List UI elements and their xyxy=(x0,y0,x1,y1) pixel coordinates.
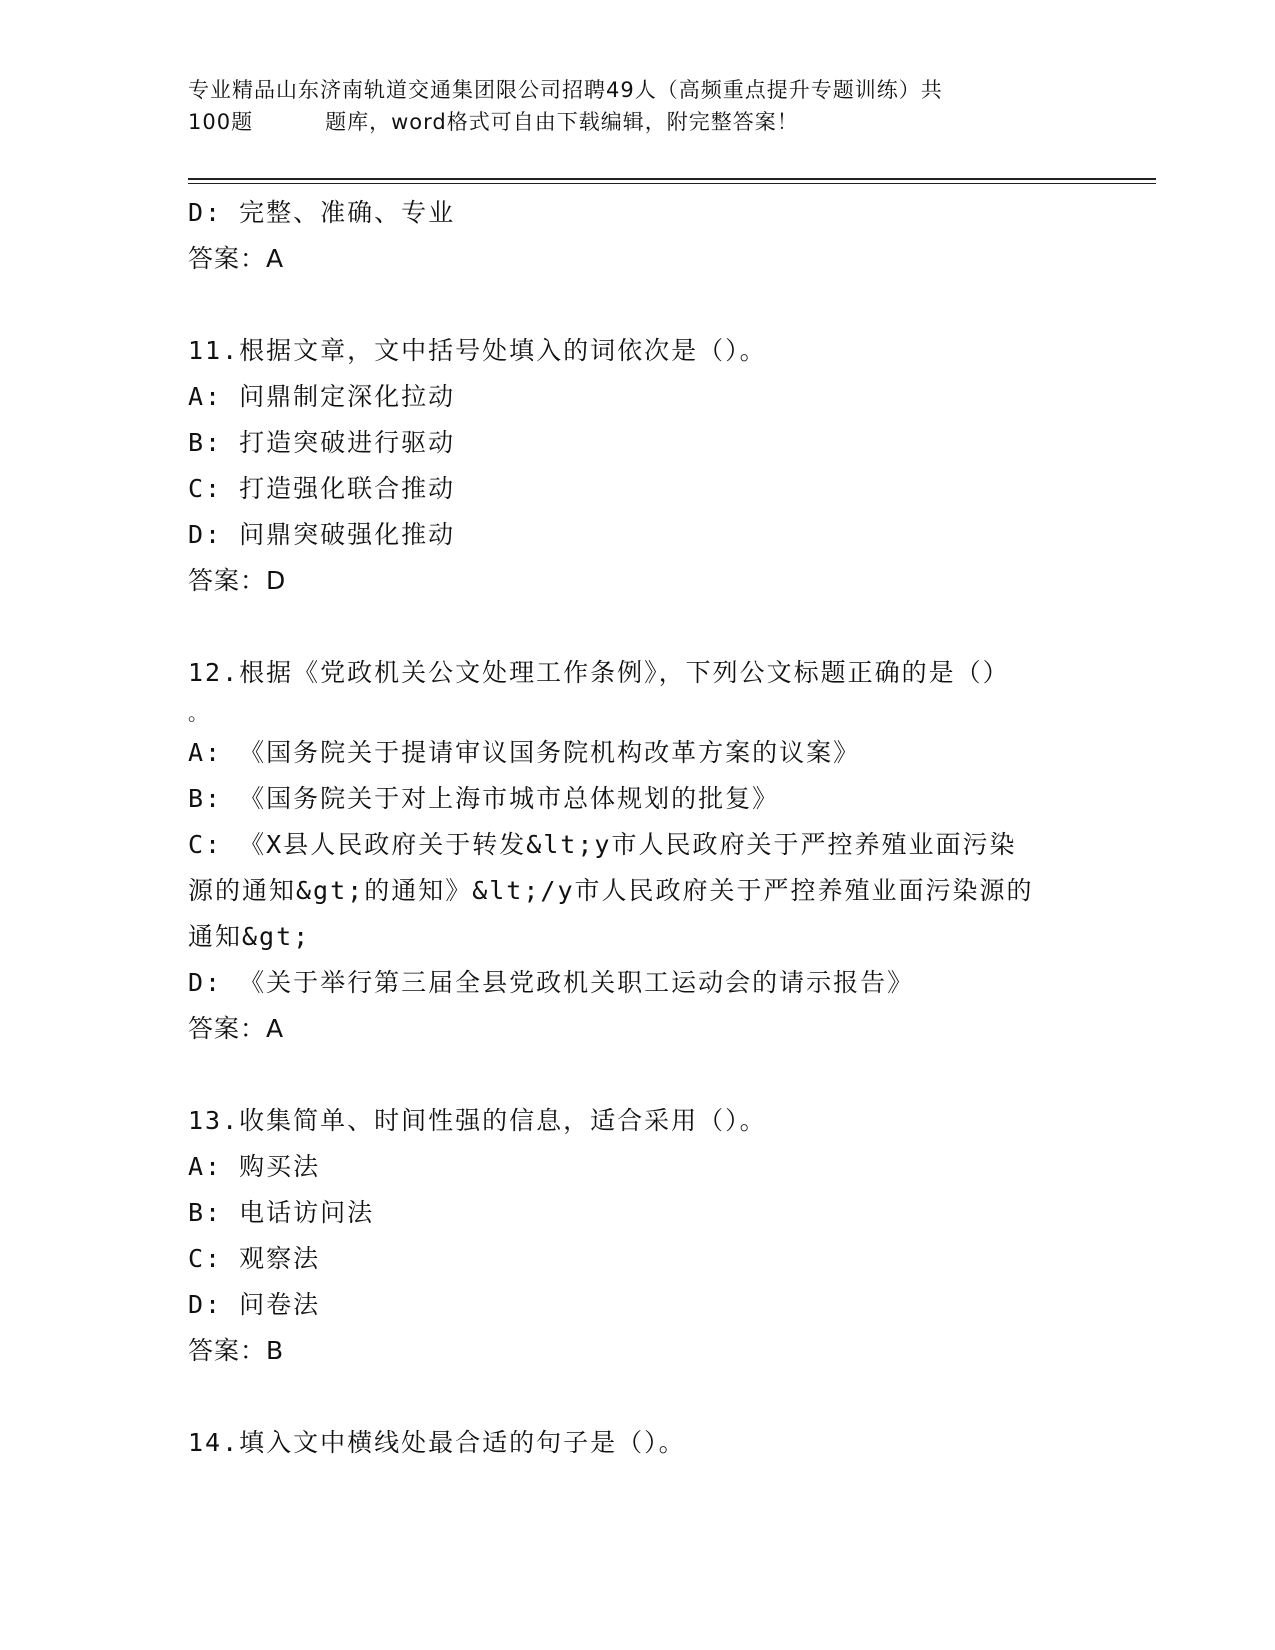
q13-option-c: C: 观察法 xyxy=(188,1244,321,1273)
q12-option-c-line-1: C: 《X县人民政府关于转发&lt;y市人民政府关于严控养殖业面污染 xyxy=(188,830,1017,859)
q12-question: 12.根据《党政机关公文处理工作条例》，下列公文标题正确的是（） xyxy=(188,658,1010,687)
q11-question: 11.根据文章，文中括号处填入的词依次是（）。 xyxy=(188,336,767,365)
header-line-1: 专业精品山东济南轨道交通集团限公司招聘49人（高频重点提升专题训练）共 xyxy=(188,78,943,102)
q12-answer: 答案：A xyxy=(188,1014,285,1043)
q12-option-a: A: 《国务院关于提请审议国务院机构改革方案的议案》 xyxy=(188,738,861,767)
header-description: 题库，word格式可自由下载编辑，附完整答案！ xyxy=(325,110,799,134)
q10-answer: 答案：A xyxy=(188,244,285,273)
q11-option-b: B: 打造突破进行驱动 xyxy=(188,428,456,457)
q10-option-d: D: 完整、准确、专业 xyxy=(188,198,456,227)
q12-option-c-line-3: 通知&gt; xyxy=(188,922,311,951)
q13-option-a: A: 购买法 xyxy=(188,1152,321,1181)
q14-question: 14.填入文中横线处最合适的句子是（）。 xyxy=(188,1428,686,1457)
q12-option-b: B: 《国务院关于对上海市城市总体规划的批复》 xyxy=(188,784,780,813)
q12-question-tail: 。 xyxy=(188,701,210,725)
q11-option-a: A: 问鼎制定深化拉动 xyxy=(188,382,456,411)
q13-option-d: D: 问卷法 xyxy=(188,1290,321,1319)
q13-answer: 答案：B xyxy=(188,1336,285,1365)
header-rule-thick xyxy=(188,178,1156,180)
q12-option-d: D: 《关于举行第三届全县党政机关职工运动会的请示报告》 xyxy=(188,968,915,997)
q11-option-d: D: 问鼎突破强化推动 xyxy=(188,520,456,549)
question-content xyxy=(188,190,1088,1466)
document-header xyxy=(188,74,1068,138)
q11-option-c: C: 打造强化联合推动 xyxy=(188,474,456,503)
q12-option-c-line-2: 源的通知&gt;的通知》&lt;/y市人民政府关于严控养殖业面污染源的 xyxy=(188,876,1034,905)
header-rule-thin xyxy=(188,183,1156,184)
q13-option-b: B: 电话访问法 xyxy=(188,1198,375,1227)
header-count: 100题 xyxy=(188,110,254,134)
q13-question: 13.收集简单、时间性强的信息，适合采用（）。 xyxy=(188,1106,767,1135)
header-line-2 xyxy=(188,106,1068,138)
q11-answer: 答案：D xyxy=(188,566,287,595)
